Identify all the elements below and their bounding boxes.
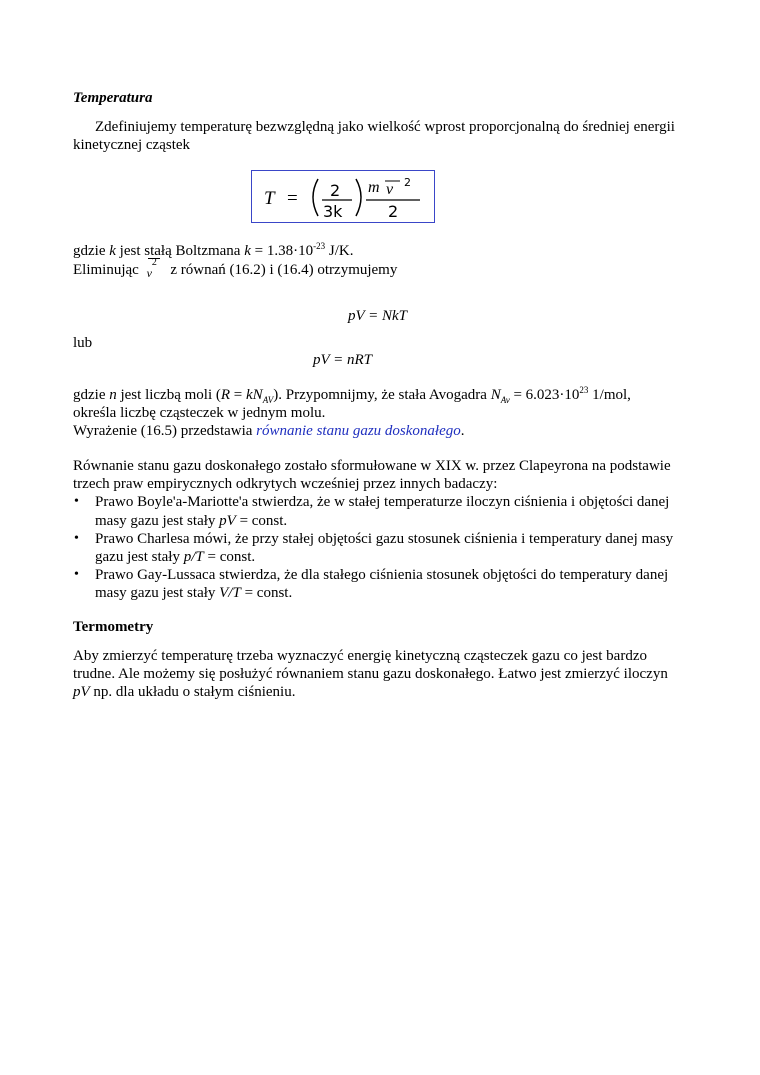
bullet-symbol: • (74, 494, 79, 509)
boltzmann-line: gdzie k jest stałą Boltzmana $k = 1.38\cdot 10^{-23}$ J/K. (73, 241, 354, 259)
moles-line-1: gdzie n jest liczbą moli $(R = kN_{AV})$. Przypomnijmy, że stała Avogadra $N_{Av} = 6.023\cdot 10^{23}$ 1/mol, (73, 385, 631, 405)
formula-exp-2: 2 (404, 176, 411, 189)
formula-lhs-T: T (264, 188, 275, 209)
boyle-line-1: Prawo Boyle'a-Mariotte'a stwierdza, że w stałej temperaturze iloczyn ciśnienia i objętości danej (95, 494, 670, 510)
moles-line-2: określa liczbę cząsteczek w jednym molu. (73, 405, 326, 421)
section-heading-temperatura: Temperatura (73, 90, 153, 106)
moles-line-3: Wyrażenie (16.5) przedstawia równanie stanu gazu doskonałego. (73, 423, 465, 439)
equation-pV-NkT: pV = NkT (348, 308, 408, 324)
ideal-gas-equation-link[interactable]: równanie stanu gazu doskonałego (256, 423, 461, 439)
gay-lussac-line-1: Prawo Gay-Lussaca stwierdza, że dla stałego ciśnienia stosunek objętości do temperatury danej (95, 567, 669, 583)
equation-pV-nRT: pV = nRT (313, 352, 373, 368)
bullet-symbol: • (74, 567, 79, 582)
formula-m: m (368, 179, 380, 196)
formula-num-2: 2 (330, 181, 341, 200)
charles-line-1: Prawo Charlesa mówi, że przy stałej objętości gazu stosunek ciśnienia i temperatury danej masy (95, 531, 674, 547)
termometry-line-1: Aby zmierzyć temperaturę trzeba wyznaczyć energię kinetyczną cząsteczek gazu co jest bardzo (73, 648, 647, 664)
termometry-line-3: pV np. dla układu o stałym ciśnieniu. (73, 684, 296, 700)
history-line-1: Równanie stanu gazu doskonałego zostało sformułowane w XIX w. przez Clapeyrona na podstawie (73, 458, 671, 474)
intro-line-1: Zdefiniujemy temperaturę bezwzględną jako wielkość wprost proporcjonalną do średniej energii (95, 119, 675, 135)
formula-left-paren (313, 179, 318, 216)
charles-line-2: gazu jest stały p/T = const. (95, 549, 256, 565)
formula-den-3k: 3k (323, 202, 343, 221)
eliminate-line: Eliminując $_v^2$ z równań (16.2) i (16.4) otrzymujemy (73, 257, 398, 280)
formula-v: v (386, 181, 394, 198)
section-heading-termometry: Termometry (73, 619, 154, 635)
formula-equals: = (287, 188, 298, 209)
gay-lussac-line-2: masy gazu jest stały V/T = const. (95, 585, 293, 601)
v-squared-symbol: $_v^2$ (147, 262, 167, 279)
boyle-line-2: masy gazu jest stały pV = const. (95, 513, 288, 529)
lub-text: lub (73, 335, 93, 351)
termometry-line-2: trudne. Ale możemy się posłużyć równaniem stanu gazu doskonałego. Łatwo jest zmierzyć iloczyn (73, 666, 668, 682)
formula-right-paren (356, 179, 361, 216)
intro-line-2: kinetycznej cząstek (73, 137, 191, 153)
bullet-symbol: • (74, 531, 79, 546)
temperature-formula-box (251, 170, 435, 223)
history-line-2: trzech praw empirycznych odkrytych wcześniej przez innych badaczy: (73, 476, 498, 492)
temperature-formula (252, 171, 436, 224)
formula-den2-2: 2 (388, 202, 399, 221)
